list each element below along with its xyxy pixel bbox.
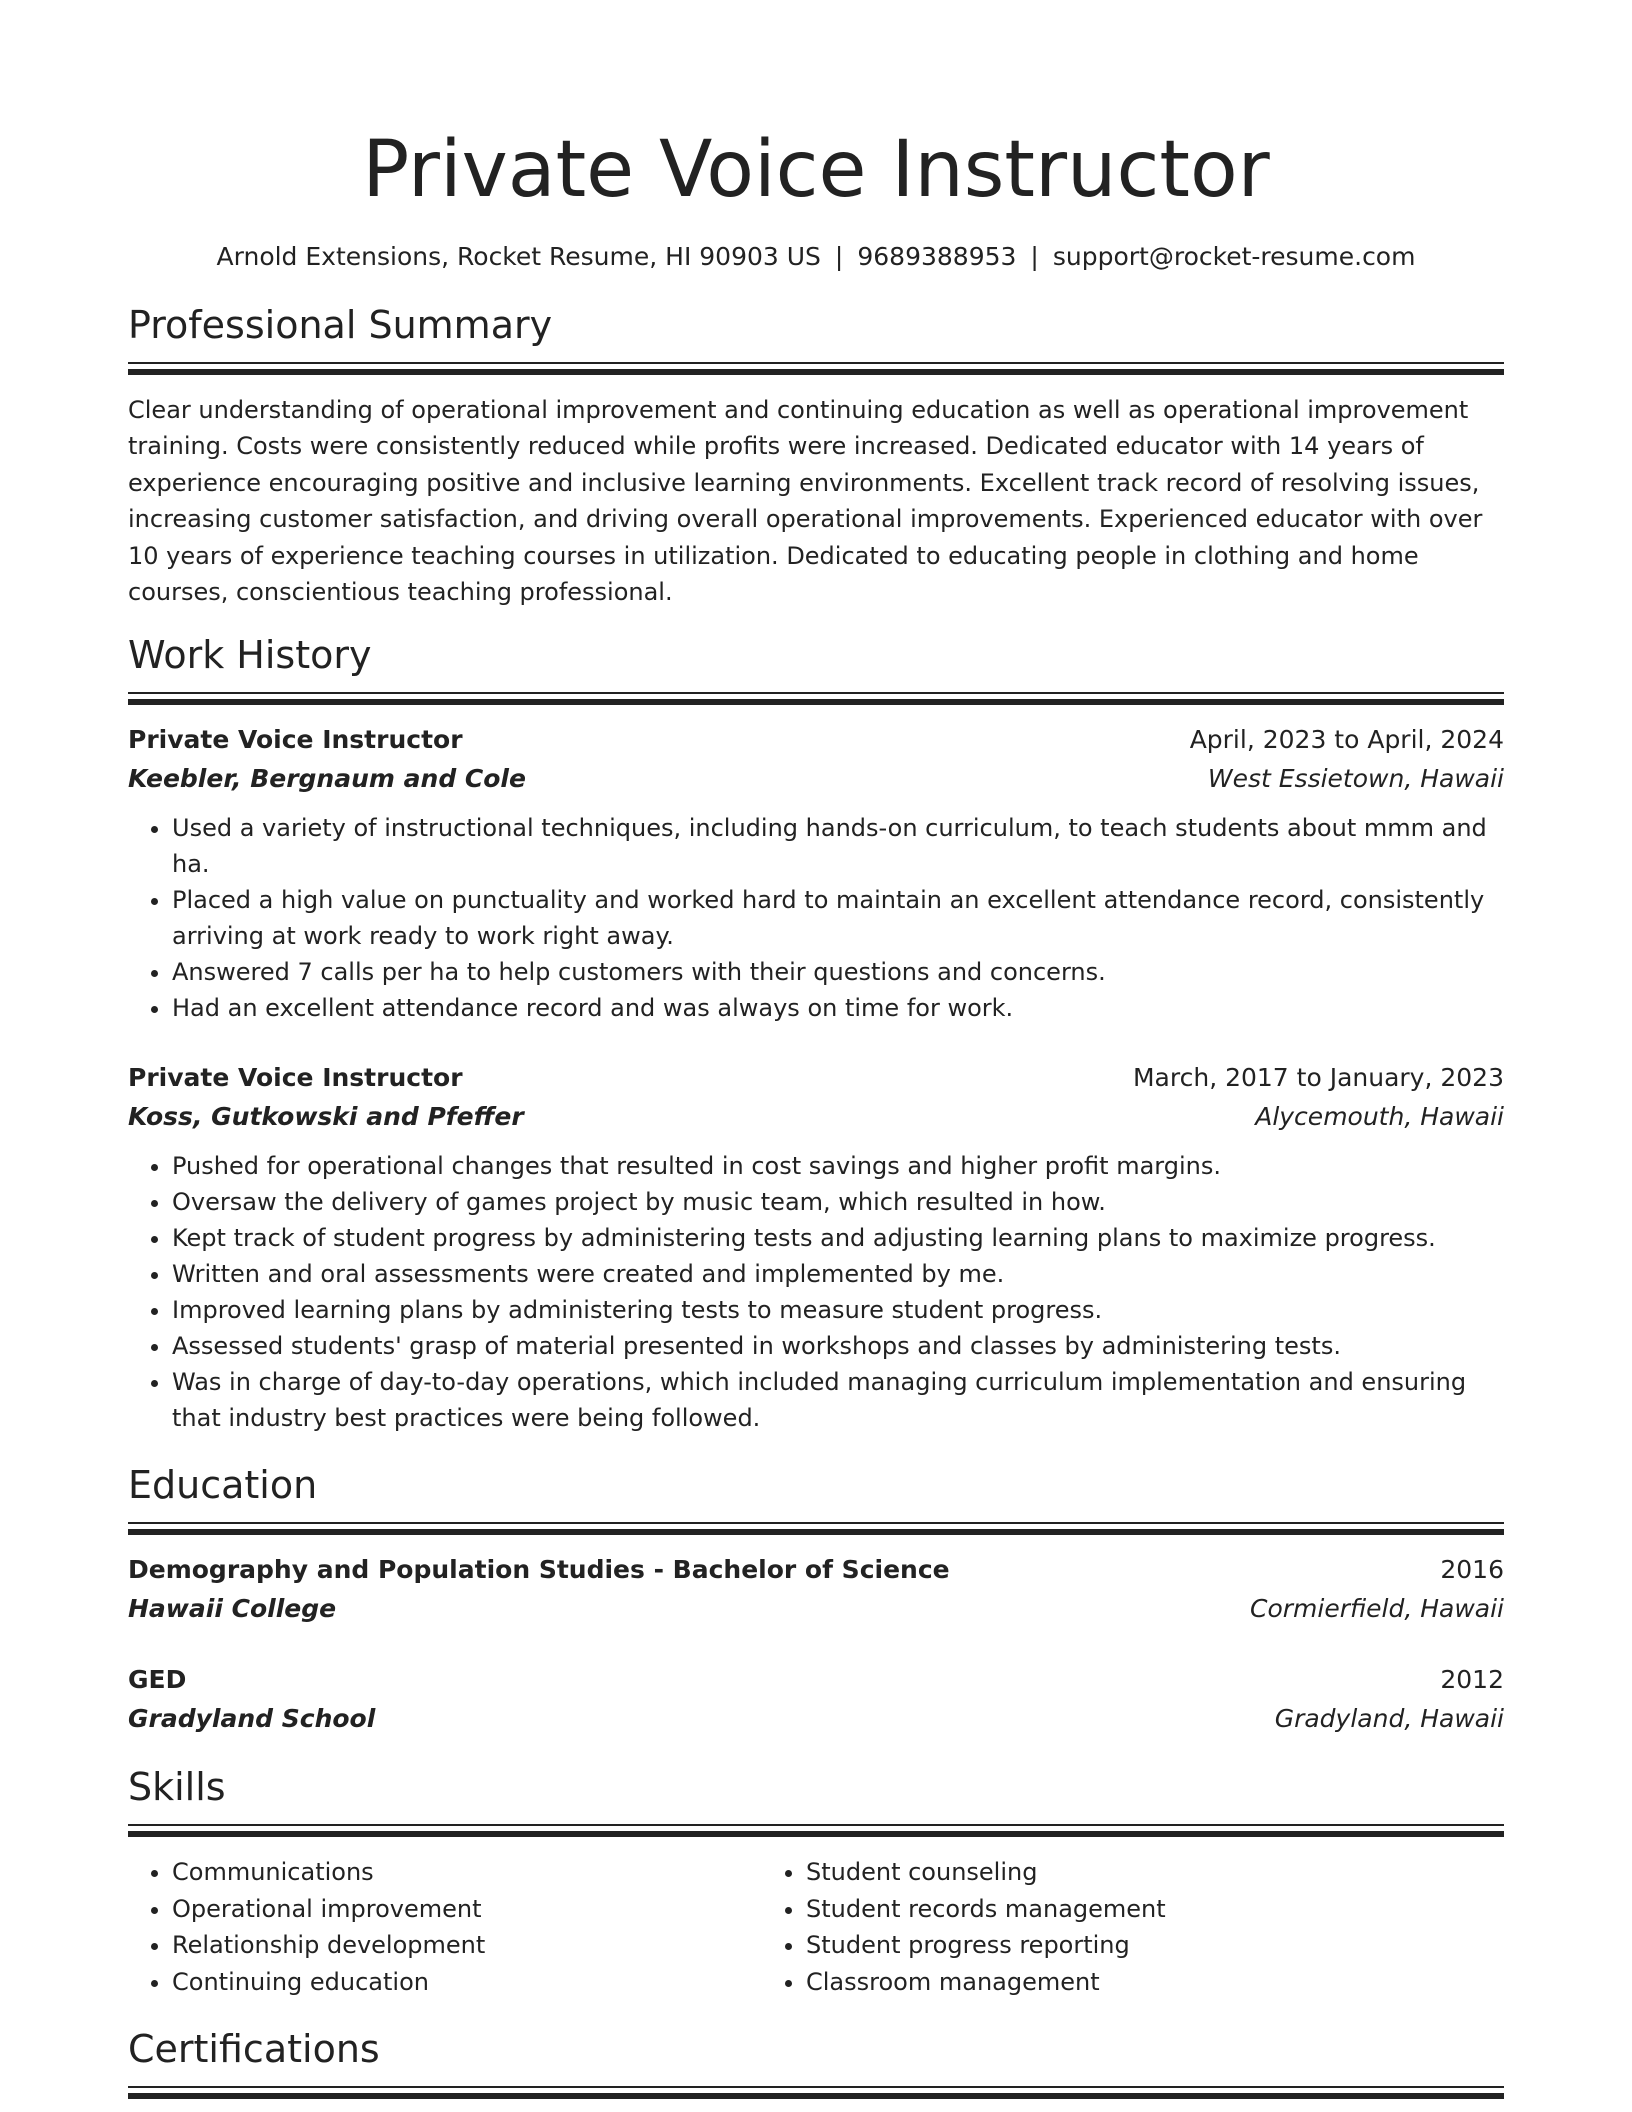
section-rule <box>128 692 1504 708</box>
list-item: • Kept track of student progress by administering tests and adjusting learning plans to maximize progress. <box>172 1220 1504 1256</box>
job-bullets <box>128 1148 1504 1436</box>
section-rule <box>128 2086 1504 2102</box>
job-company: Koss, Gutkowski and Pfeffer <box>128 1102 524 1132</box>
job-title: Private Voice Instructor <box>128 1063 463 1093</box>
skills-columns <box>128 1854 1504 2000</box>
section-title-summary: Professional Summary <box>128 303 553 347</box>
section-title-education: Education <box>128 1463 318 1508</box>
resume-name: Private Voice Instructor <box>362 125 1270 215</box>
education-school: Hawaii College <box>128 1594 337 1624</box>
list-item: • Had an excellent attendance record and was always on time for work. <box>172 990 1504 1026</box>
section-rule <box>128 1522 1504 1538</box>
section-rule <box>128 362 1504 378</box>
skill-item: • Student records management <box>806 1891 1396 1928</box>
education-school: Gradyland School <box>128 1704 376 1734</box>
education-header-row <box>128 1660 1504 1699</box>
section-title-work: Work History <box>128 633 372 678</box>
list-item: • Used a variety of instructional techniques, including hands-on curriculum, to teach students about mmm and ha. <box>172 810 1504 882</box>
skill-item: • Student progress reporting <box>806 1927 1396 1964</box>
education-entry <box>128 1550 1504 1628</box>
job-title: Private Voice Instructor <box>128 725 463 755</box>
list-item: • Answered 7 calls per ha to help customers with their questions and concerns. <box>172 954 1504 990</box>
skill-item: • Continuing education <box>172 1964 762 2001</box>
job-company-row <box>128 1097 1504 1136</box>
education-year: 2016 <box>1440 1555 1504 1585</box>
section-rule <box>128 1824 1504 1840</box>
job-header-row <box>128 1058 1504 1097</box>
job-dates: March, 2017 to January, 2023 <box>1132 1063 1504 1093</box>
job-header-row <box>128 720 1504 759</box>
section-title-certifications: Certifications <box>128 2027 380 2072</box>
job-location: West Essietown, Hawaii <box>1207 764 1504 794</box>
skills-list-left <box>128 1854 762 2000</box>
list-item: • Was in charge of day-to-day operations, which included managing curriculum implementation and ensuring that industry best practices were being followed. <box>172 1364 1504 1436</box>
skills-list-right <box>762 1854 1396 2000</box>
list-item: • Oversaw the delivery of games project by music team, which resulted in how. <box>172 1184 1504 1220</box>
contact-separator: | <box>1030 242 1039 271</box>
education-location: Cormierfield, Hawaii <box>1249 1594 1504 1624</box>
skill-item: • Relationship development <box>172 1927 762 1964</box>
list-item: • Written and oral assessments were created and implemented by me. <box>172 1256 1504 1292</box>
skills-section <box>128 1762 1504 2000</box>
job-company-row <box>128 759 1504 798</box>
contact-address: Arnold Extensions, Rocket Resume, HI 90903 US <box>216 242 821 271</box>
education-degree: Demography and Population Studies - Bachelor of Science <box>128 1555 950 1585</box>
education-school-row <box>128 1699 1504 1738</box>
education-school-row <box>128 1589 1504 1628</box>
job-entry <box>128 720 1504 1026</box>
job-bullets <box>128 810 1504 1026</box>
work-section <box>128 630 1504 1436</box>
education-location: Gradyland, Hawaii <box>1274 1704 1504 1734</box>
skill-item: • Operational improvement <box>172 1891 762 1928</box>
summary-section <box>128 300 1504 610</box>
list-item: • Pushed for operational changes that resulted in cost savings and higher profit margins. <box>172 1148 1504 1184</box>
list-item: • Placed a high value on punctuality and worked hard to maintain an excellent attendance record, consistently arriving at work ready to work right away. <box>172 882 1504 954</box>
list-item: • Improved learning plans by administering tests to measure student progress. <box>172 1292 1504 1328</box>
contact-separator: | <box>834 242 844 271</box>
skill-item: • Classroom management <box>806 1964 1396 2001</box>
education-header-row <box>128 1550 1504 1589</box>
job-company: Keebler, Bergnaum and Cole <box>128 764 526 794</box>
education-entry <box>128 1660 1504 1738</box>
skill-item: • Student counseling <box>806 1854 1396 1891</box>
job-location: Alycemouth, Hawaii <box>1255 1102 1504 1132</box>
education-year: 2012 <box>1440 1665 1504 1695</box>
contact-phone: 9689388953 <box>857 242 1017 271</box>
education-section <box>128 1460 1504 1738</box>
contact-email: support@rocket-resume.com <box>1052 242 1416 271</box>
education-degree: GED <box>128 1665 187 1695</box>
section-title-skills: Skills <box>128 1765 226 1810</box>
skill-item: • Communications <box>172 1854 762 1891</box>
resume-page <box>128 0 1504 2102</box>
certifications-section <box>128 2024 1504 2102</box>
job-dates: April, 2023 to April, 2024 <box>1189 725 1504 755</box>
job-entry <box>128 1058 1504 1436</box>
summary-text: Clear understanding of operational improvement and continuing education as well as operational improvement training. Costs were consistently reduced while profits were increased. Dedicated educator with 14 years of experience encouraging positive and inclusive learning environments. Excellent track record of resolving issues, increasing customer satisfaction, and driving overall operational improvements. Experienced educator with over 10 years of experience teaching courses in utilization. Dedicated to educating people in clothing and home courses, conscientious teaching professional. <box>128 396 1483 607</box>
list-item: • Assessed students' grasp of material presented in workshops and classes by administering tests. <box>172 1328 1504 1364</box>
contact-line <box>128 240 1504 274</box>
